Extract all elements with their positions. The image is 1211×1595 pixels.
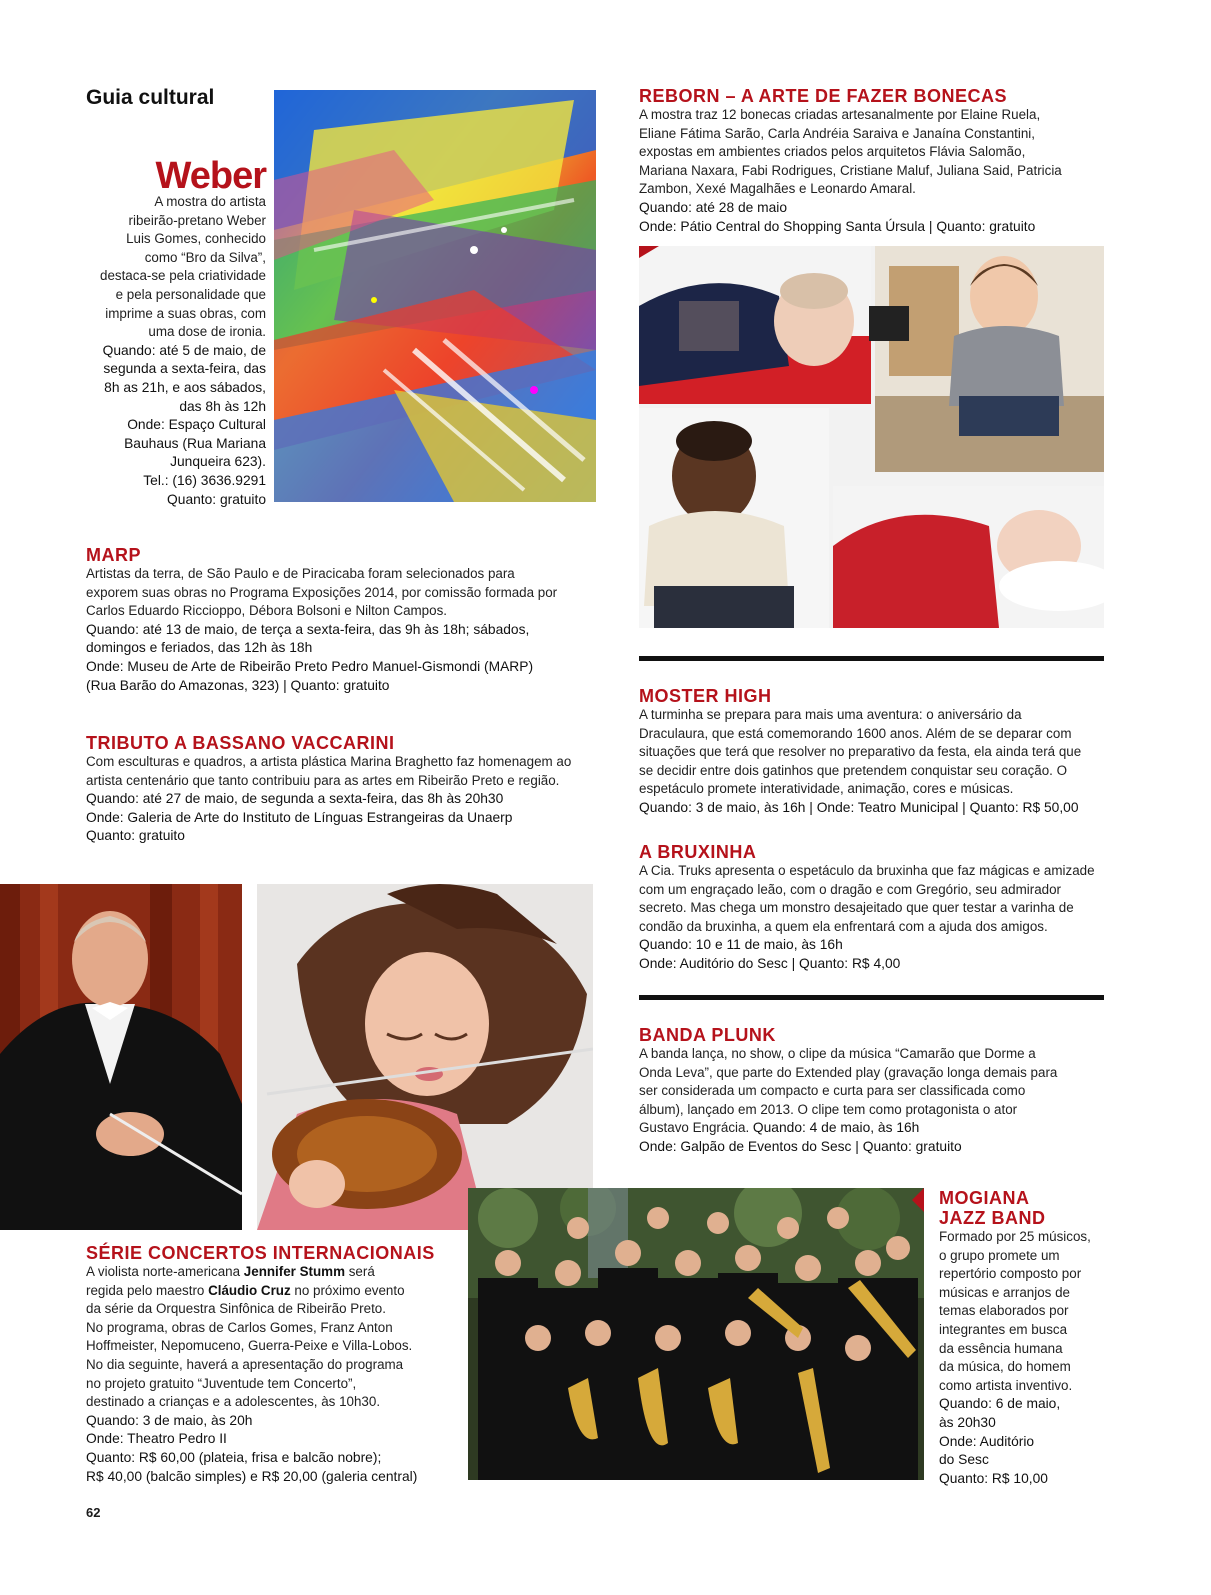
bruxinha-desc-line: secreto. Mas chega um monstro desajeitado que quer testar a varinha de [639, 900, 1074, 916]
tributo-desc-line: Com esculturas e quadros, a artista plástica Marina Braghetto faz homenagem ao [86, 754, 572, 769]
marp-info-line: Quando: até 13 de maio, de terça a sexta-feira, das 9h às 18h; sábados, [86, 621, 530, 637]
mogiana-info-line: Quanto: R$ 10,00 [939, 1470, 1048, 1486]
reborn-desc-line: Zambon, Xexé Magalhães e Leonardo Amaral. [639, 181, 916, 197]
moster-desc-line: se decidir entre dois gatinhos que pretendem conquistar seu coração. O [639, 762, 1068, 778]
serie-desc-line: no projeto gratuito “Juventude tem Concerto”, [86, 1375, 357, 1391]
mogiana-desc-line: da essência humana [939, 1340, 1063, 1356]
mogiana-info-line: Quando: 6 de maio, [939, 1396, 1061, 1412]
serie-text: será [345, 1264, 375, 1279]
mogiana-desc-line: da música, do homem [939, 1359, 1071, 1375]
serie-info-line: Quanto: R$ 60,00 (plateia, frisa e balcão nobre); [86, 1449, 382, 1465]
plunk-info-line: Onde: Galpão de Eventos do Sesc | Quanto: gratuito [639, 1138, 962, 1154]
moster-section [639, 686, 1119, 818]
serie-desc-line [86, 1282, 446, 1301]
reborn-desc-line: expostas em ambientes criados pelos arquitetos Flávia Salomão, [639, 144, 1026, 160]
reborn-title: REBORN – A ARTE DE FAZER BONECAS [639, 86, 1008, 106]
mogiana-info-line: às 20h30 [939, 1414, 996, 1430]
red-corner-mark [639, 246, 659, 258]
serie-desc-line: destinado a crianças e a adolescentes, às 10h30. [86, 1394, 381, 1410]
mogiana-info-line: do Sesc [939, 1452, 989, 1468]
serie-info-line: Onde: Theatro Pedro II [86, 1431, 227, 1447]
plunk-section [639, 1025, 1119, 1157]
tributo-desc-line: artista centenário que tanto contribuiu para as artes em Ribeirão Preto e região. [86, 772, 560, 788]
serie-conductor: Cláudio Cruz [208, 1282, 291, 1298]
plunk-when: Quando: 4 de maio, às 16h [752, 1120, 920, 1136]
tributo-info-line: Quanto: gratuito [86, 828, 185, 844]
weber-desc-line: destaca-se pela criatividade [100, 268, 266, 284]
reborn-section [639, 86, 1109, 236]
conductor-photo [0, 884, 242, 1230]
serie-desc-line: No programa, obras de Carlos Gomes, Franz Anton [86, 1319, 393, 1335]
weber-desc-line: A mostra do artista [154, 194, 266, 209]
weber-desc-line: imprime a suas obras, com [105, 305, 266, 321]
weber-body [80, 193, 266, 509]
moster-desc-line: situações que terá que resolver no preparativo da festa, ela ainda terá que [639, 744, 1082, 760]
plunk-desc-line: álbum), lançado em 2013. O clipe tem como protagonista o ator [639, 1101, 1018, 1117]
weber-info-line: Quanto: gratuito [167, 491, 266, 507]
mogiana-info-line: Onde: Auditório [939, 1433, 1035, 1449]
page-number: 62 [86, 1505, 101, 1520]
plunk-text: Gustavo Engrácia. [639, 1120, 753, 1136]
divider-rule [639, 656, 1104, 661]
serie-section [86, 1243, 446, 1486]
mogiana-desc-line: como artista inventivo. [939, 1377, 1073, 1393]
weber-info-line: Onde: Espaço Cultural [127, 417, 266, 433]
weber-info-line: Quando: até 5 de maio, de [102, 342, 266, 358]
reborn-desc-line: A mostra traz 12 bonecas criadas artesanalmente por Elaine Ruela, [639, 107, 1041, 122]
weber-desc-line: ribeirão-pretano Weber [128, 212, 266, 228]
weber-desc-line: como “Bro da Silva”, [144, 249, 266, 265]
marp-desc-line: Carlos Eduardo Riccioppo, Débora Bolsoni e Nilton Campos. [86, 603, 447, 619]
section-header: Guia cultural [86, 86, 215, 109]
tributo-section [86, 733, 606, 846]
mogiana-title: JAZZ BAND [939, 1208, 1046, 1228]
mogiana-desc-line: músicas e arranjos de [939, 1284, 1070, 1300]
bruxinha-info-line: Quando: 10 e 11 de maio, às 16h [639, 937, 843, 953]
serie-desc-line [86, 1263, 446, 1282]
marp-desc-line: exporem suas obras no Programa Exposições 2014, por comissão formada por [86, 584, 558, 600]
mogiana-desc-line: temas elaborados por [939, 1303, 1069, 1319]
weber-desc-line: Luis Gomes, conhecido [126, 231, 266, 247]
bruxinha-info-line: Onde: Auditório do Sesc | Quanto: R$ 4,00 [639, 955, 901, 971]
marp-info-line: (Rua Barão do Amazonas, 323) | Quanto: gratuito [86, 677, 390, 693]
bruxinha-desc-line: condão da bruxinha, a quem ela enfrentará com a ajuda dos amigos. [639, 918, 1048, 934]
serie-title: SÉRIE CONCERTOS INTERNACIONAIS [86, 1243, 435, 1263]
plunk-desc-line: ser considerada um compacto e curta para ser classificada como [639, 1083, 1026, 1099]
moster-desc-line: Draculaura, que está comemorando 1600 anos. Além de se deparar com [639, 725, 1072, 741]
moster-desc-line: A turminha se prepara para mais uma aventura: o aniversário da [639, 707, 1022, 722]
weber-info-line: das 8h às 12h [179, 398, 266, 414]
bruxinha-desc-line: com um engraçado leão, com o dragão e com Gregório, seu admirador [639, 881, 1062, 897]
marp-section [86, 545, 606, 695]
reborn-info-line: Onde: Pátio Central do Shopping Santa Úrsula | Quanto: gratuito [639, 218, 1036, 234]
bruxinha-desc-line: A Cia. Truks apresenta o espetáculo da bruxinha que faz mágicas e amizade [639, 863, 1095, 878]
mogiana-desc-line: Formado por 25 músicos, [939, 1229, 1091, 1244]
moster-info-line: Quando: 3 de maio, às 16h | Onde: Teatro Municipal | Quanto: R$ 50,00 [639, 799, 1079, 815]
reborn-desc-line: Eliane Fátima Sarão, Carla Andréia Saraiva e Janaína Constantini, [639, 125, 1035, 141]
weber-info-line: Bauhaus (Rua Mariana [124, 435, 266, 451]
mogiana-desc-line: o grupo promete um [939, 1247, 1060, 1263]
serie-info-line: Quando: 3 de maio, às 20h [86, 1412, 253, 1428]
red-corner-mark [912, 1188, 924, 1212]
bruxinha-section [639, 842, 1119, 974]
plunk-desc-line: Onda Leva”, que parte do Extended play (gravação longa demais para [639, 1064, 1058, 1080]
serie-info-line: R$ 40,00 (balcão simples) e R$ 20,00 (galeria central) [86, 1468, 418, 1484]
weber-info-line: Tel.: (16) 3636.9291 [143, 472, 266, 488]
violinist-photo [257, 884, 593, 1230]
moster-title: MOSTER HIGH [639, 686, 772, 706]
weber-painting [274, 90, 596, 502]
jazz-band-photo [468, 1188, 924, 1480]
reborn-desc-line: Mariana Naxara, Fabi Rodrigues, Cristiane Maluf, Juliana Said, Patricia [639, 162, 1062, 178]
plunk-desc-line [639, 1119, 1119, 1138]
divider-rule [639, 995, 1104, 1000]
mogiana-desc-line: repertório composto por [939, 1266, 1082, 1282]
tributo-info-line: Quando: até 27 de maio, de segunda a sexta-feira, das 8h às 20h30 [86, 791, 504, 807]
mogiana-section [939, 1188, 1119, 1488]
weber-info-line: segunda a sexta-feira, das [103, 361, 266, 377]
weber-desc-line: uma dose de ironia. [148, 324, 266, 340]
weber-title: Weber [155, 155, 266, 197]
mogiana-desc-line: integrantes em busca [939, 1321, 1068, 1337]
dolls-collage [639, 246, 1104, 628]
weber-info-line: Junqueira 623). [170, 454, 266, 470]
serie-soloist: Jennifer Stumm [243, 1264, 345, 1279]
serie-desc-line: No dia seguinte, haverá a apresentação do programa [86, 1356, 404, 1372]
plunk-title: BANDA PLUNK [639, 1025, 776, 1045]
marp-info-line: Onde: Museu de Arte de Ribeirão Preto Pedro Manuel-Gismondi (MARP) [86, 658, 534, 674]
plunk-desc-line: A banda lança, no show, o clipe da música “Camarão que Dorme a [639, 1046, 1036, 1061]
weber-desc-line: e pela personalidade que [115, 286, 266, 302]
marp-info-line: domingos e feriados, das 12h às 18h [86, 640, 313, 656]
serie-text: regida pelo maestro [86, 1282, 209, 1298]
tributo-title: TRIBUTO A BASSANO VACCARINI [86, 733, 395, 753]
tributo-info-line: Onde: Galeria de Arte do Instituto de Línguas Estrangeiras da Unaerp [86, 809, 513, 825]
weber-info-line: 8h as 21h, e aos sábados, [104, 379, 266, 395]
marp-desc-line: Artistas da terra, de São Paulo e de Piracicaba foram selecionados para [86, 566, 515, 581]
moster-desc-line: espetáculo promete interatividade, animação, cores e músicas. [639, 781, 1014, 797]
serie-desc-line: da série da Orquestra Sinfônica de Ribeirão Preto. [86, 1301, 386, 1317]
bruxinha-title: A BRUXINHA [639, 842, 757, 862]
mogiana-title: MOGIANA [939, 1188, 1030, 1208]
reborn-info-line: Quando: até 28 de maio [639, 199, 788, 215]
marp-title: MARP [86, 545, 141, 565]
serie-text: A violista norte-americana [86, 1264, 244, 1279]
serie-text: no próximo evento [290, 1282, 405, 1298]
serie-desc-line: Hoffmeister, Nepomuceno, Guerra-Peixe e Villa-Lobos. [86, 1338, 413, 1354]
